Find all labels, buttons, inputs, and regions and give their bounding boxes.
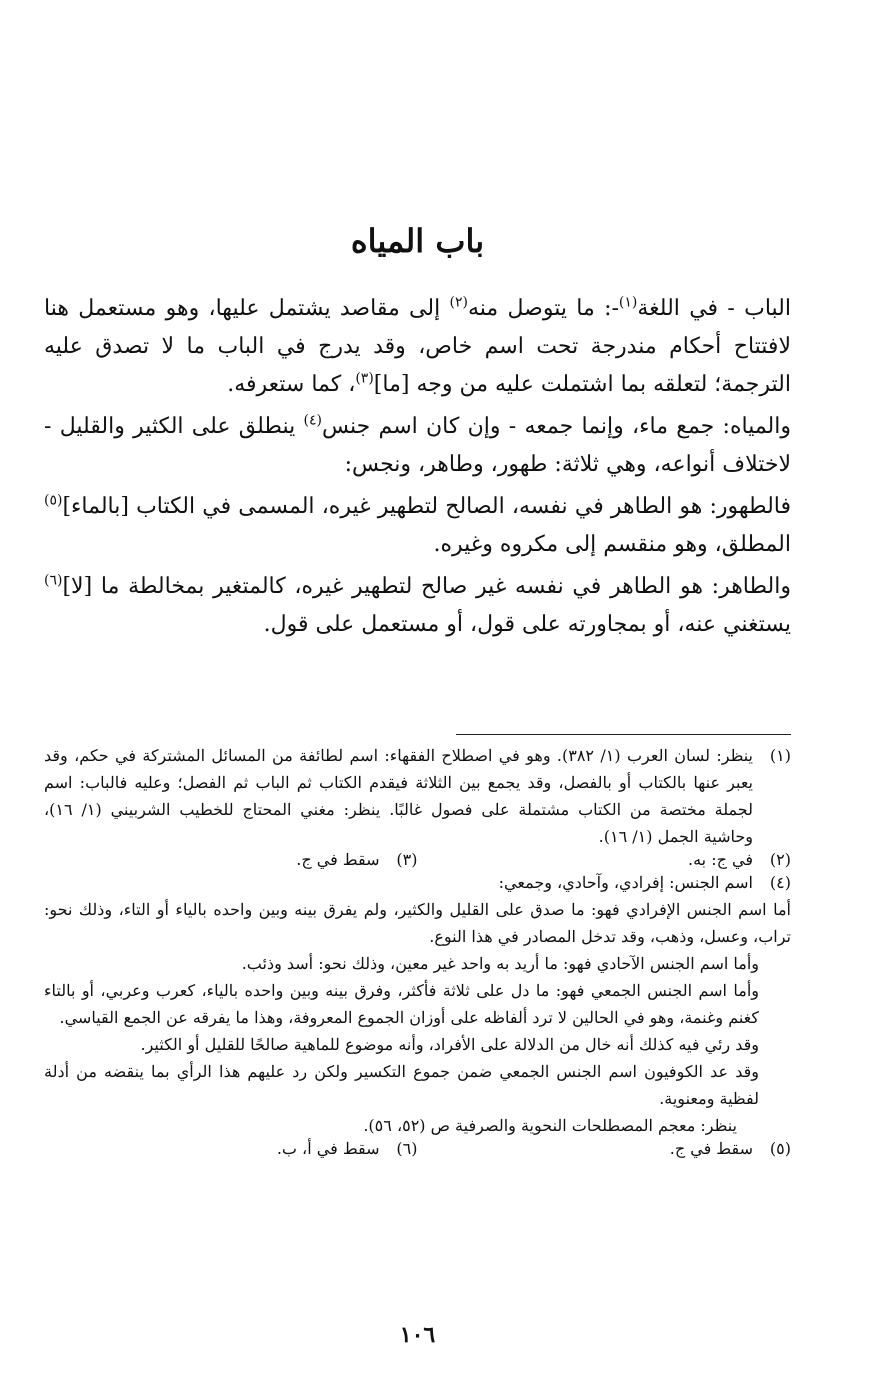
footnote-4-line: وقد رئي فيه كذلك أنه خال من الدلالة على الأفراد، وأنه موضوع للماهية صالحًا للقليل أو الكثير.	[140, 1035, 759, 1054]
footnote-number: (٦)	[396, 1139, 418, 1158]
footnote-ref: (٦)	[44, 572, 63, 589]
footnote-ref: (٥)	[44, 492, 63, 509]
footnote-text: في ج: به.	[688, 850, 753, 869]
paragraph-tahir	[44, 568, 791, 644]
text-run: إلى مقاصد يشتمل عليها، وهو مستعمل هنا لافتتاح أحكام مندرجة تحت اسم خاص، وقد يدرج في الباب ما لا تصدق عليه الترجمة؛ لتعلقه بما اشتملت عليه من وجه [ما]	[44, 296, 791, 397]
footnote-text: سقط في أ، ب.	[276, 1139, 380, 1158]
footnote-text: ينظر: لسان العرب (١/ ٣٨٢). وهو في اصطلاح الفقهاء: اسم لطائفة من المسائل المشتركة في حكم، وقد يعبر عنها بالكتاب أو بالفصل، وقد يجمع بين الثلاثة فيقدم الكتاب ثم الباب ثم الفصل؛ وعليه فالباب: اسم لجملة مختصة من الكتاب مشتملة على فصول غالبًا. ينظر: مغني المحتاج للخطيب الشربيني (١/ ١٦)، وحاشية الجمل (١/ ١٦).	[44, 746, 753, 846]
text-run: يستغني عنه، أو بمجاورته على قول، أو مستعمل على قول.	[263, 612, 791, 637]
page-number: ١٠٦	[399, 1322, 436, 1348]
footnote-4-line: وأما اسم الجنس الجمعي فهو: ما دل على ثلاثة فأكثر، وفرق بينه وبين واحده بالياء، كعرب وعربي، أو بالتاء كغنم وغنمة، وهو في الحالين لا ترد ألفاظه على أوزان الجموع المعروفة، وهذا ما يفرقه عن الجمع القياسي.	[44, 981, 759, 1027]
chapter-title: باب المياه	[350, 222, 485, 260]
footnotes-5-6-row	[44, 1139, 791, 1158]
footnote-4-reference: ينظر: معجم المصطلحات النحوية والصرفية ص (٥٢، ٥٦).	[363, 1116, 737, 1135]
footnote-text: سقط في ج.	[296, 850, 380, 869]
footnote-ref: (٤)	[303, 412, 322, 429]
footnote-ref: (٣)	[355, 370, 374, 387]
footnotes-2-3-row	[44, 850, 791, 869]
footnote-4	[44, 869, 791, 896]
footnote-5	[418, 1139, 792, 1158]
text-run: -: ما يتوصل منه	[467, 296, 619, 321]
footnote-number: (١)	[769, 746, 791, 765]
footnote-2	[418, 850, 792, 869]
book-page	[44, 0, 791, 1373]
main-text	[44, 290, 791, 648]
text-run: فالطهور: هو الطاهر في نفسه، الصالح لتطهير غيره، المسمى في الكتاب [بالماء]	[62, 494, 791, 519]
text-run: ينطلق على الكثير والقليل - لاختلاف أنواعه، وهي ثلاثة: طهور، وطاهر، ونجس:	[44, 414, 791, 477]
footnote-6	[44, 1139, 418, 1158]
footnote-4-line: أما اسم الجنس الإفرادي فهو: ما صدق على القليل والكثير، ولم يفرق بينه وبين واحده بالياء أو التاء، وذلك نحو: تراب، وعسل، وذهب، وقد تدخل المصادر في هذا النوع.	[44, 900, 791, 946]
footnote-number: (٤)	[769, 873, 791, 892]
footnote-ref: (١)	[618, 294, 638, 311]
text-run: الباب - في اللغة	[637, 296, 791, 321]
footnote-text: اسم الجنس: إفرادي، وآحادي، وجمعي:	[498, 873, 753, 892]
footnote-4-line: وقد عد الكوفيون اسم الجنس الجمعي ضمن جموع التكسير ولكن رد عليهم هذا الرأي بما ينقضه من أدلة لفظية ومعنوية.	[44, 1062, 759, 1108]
text-run: ، كما ستعرفه.	[227, 372, 356, 397]
paragraph-waters	[44, 408, 791, 484]
text-run: المطلق، وهو منقسم إلى مكروه وغيره.	[433, 532, 791, 557]
text-run: والطاهر: هو الطاهر في نفسه غير صالح لتطهير غيره، كالمتغير بمخالطة ما [لا]	[62, 574, 791, 599]
footnote-ref: (٢)	[449, 294, 468, 311]
paragraph-tahur	[44, 488, 791, 564]
footnote-separator	[456, 734, 791, 735]
footnote-number: (٣)	[396, 850, 418, 869]
footnote-3	[44, 850, 418, 869]
footnote-number: (٥)	[769, 1139, 791, 1158]
footnotes	[44, 742, 791, 1158]
text-run: والمياه: جمع ماء، وإنما جمعه - وإن كان اسم جنس	[322, 414, 791, 439]
footnote-number: (٢)	[769, 850, 791, 869]
footnote-text: سقط في ج.	[669, 1139, 753, 1158]
footnote-4-line: وأما اسم الجنس الآحادي فهو: ما أريد به واحد غير معين، وذلك نحو: أسد وذئب.	[241, 954, 759, 973]
footnote-1	[44, 742, 791, 850]
paragraph-definition	[44, 290, 791, 404]
